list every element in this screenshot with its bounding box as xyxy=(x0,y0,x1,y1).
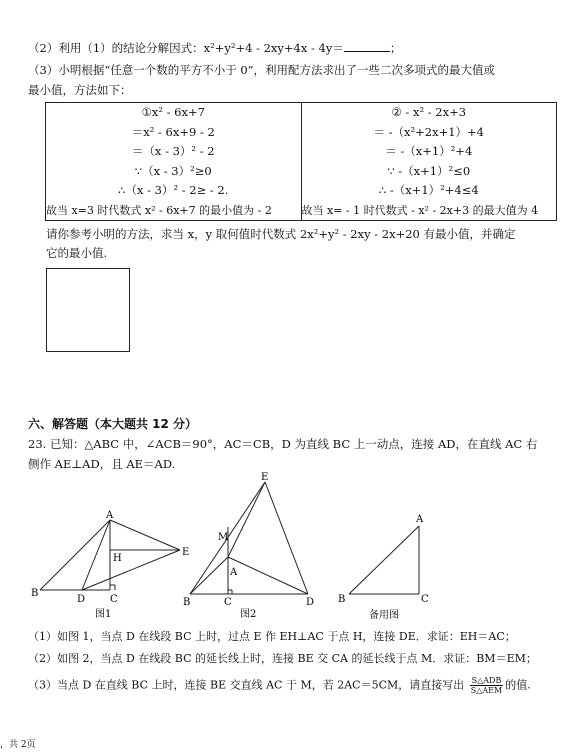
q3-line2: 最小值，方法如下： xyxy=(28,83,132,97)
method-left-line: ＝（x - 3）² - 2 xyxy=(131,144,215,158)
method-left-line: ＝x² - 6x+9 - 2 xyxy=(131,124,215,139)
fig2-label-c: C xyxy=(224,597,232,608)
method-right-line: ＝ -（x²+2x+1）+4 xyxy=(373,124,484,139)
fig3-caption: 备用图 xyxy=(369,610,399,621)
fig1-caption: 图1 xyxy=(95,609,112,620)
section-title: 六、解答题（本大题共 12 分） xyxy=(28,417,198,431)
fig1-label-d: D xyxy=(77,594,86,605)
fig2-label-e: E xyxy=(261,472,269,483)
part-2: （2）如图 2，当点 D 在线段 BC 的延长线上时，连接 BE 交 CA 的延长线于点 M．求证：BM＝EM； xyxy=(28,652,537,665)
method-right-line: ∴ -（x+1）²+4≤4 xyxy=(378,183,479,197)
part-3 xyxy=(28,676,531,695)
fig1-label-e: E xyxy=(182,547,190,558)
method-left-line: ①x² - 6x+7 xyxy=(141,105,205,119)
fig1-label-c: C xyxy=(110,594,118,605)
answer-blank[interactable] xyxy=(344,41,390,52)
part-3-text: （3）当点 D 在直线 BC 上时，连接 BE 交直线 AC 于 M，若 2AC＝5CM，请直接写出 xyxy=(28,678,465,692)
figure-3-spare xyxy=(335,508,445,625)
fig2-label-a: A xyxy=(230,567,238,578)
method-right-conclusion: 故当 x= - 1 时代数式 - x² - 2x+3 的最大值为 4 xyxy=(301,203,539,217)
part-1: （1）如图 1，当点 D 在线段 BC 上时，过点 E 作 EH⊥AC 于点 H，连接 DE．求证：EH＝AC； xyxy=(28,630,516,643)
figure-1 xyxy=(30,505,200,625)
area-ratio-fraction xyxy=(470,676,503,695)
figure-2 xyxy=(180,472,330,625)
method-right-line: ∵ -（x+1）²≤0 xyxy=(387,163,471,178)
method-right-line: ② - x² - 2x+3 xyxy=(391,105,467,119)
method-left-line: ∴（x - 3）² - 2≥ - 2. xyxy=(118,183,229,197)
q23-line2: 侧作 AE⊥AD，且 AE＝AD. xyxy=(28,457,176,471)
fig2-caption: 图2 xyxy=(240,609,257,620)
method-left-conclusion: 故当 x=3 时代数式 x² - 6x+7 的最小值为 - 2 xyxy=(46,203,272,217)
fig3-label-b: B xyxy=(338,594,346,605)
fig1-label-b: B xyxy=(31,588,39,599)
q2-text xyxy=(28,40,401,56)
q2-end: ； xyxy=(389,41,402,55)
method-right-line: ＝ -（x+1）²+4 xyxy=(385,144,473,158)
q23-line1: 23. 已知：△ABC 中，∠ACB＝90°，AC＝CB，D 为直线 BC 上一动点，连接 AD，在直线 AC 右 xyxy=(28,437,538,451)
method-left-line: ∵（x - 3）²≥0 xyxy=(134,163,212,178)
part-3-end: 的值. xyxy=(505,678,531,692)
q3-ask-line1: 请你参考小明的方法，求当 x，y 取何值时代数式 2x²+y² - 2xy - 2x+20 有最小值，并确定 xyxy=(46,227,516,241)
method-left-cell xyxy=(46,103,302,221)
fig2-label-d: D xyxy=(306,597,315,608)
fig2-label-m: M xyxy=(218,532,229,543)
fraction-denominator: S△AEM xyxy=(470,686,503,695)
method-table xyxy=(45,102,557,221)
answer-box[interactable] xyxy=(46,268,130,352)
q2-prompt: （2）利用（1）的结论分解因式：x²+y²+4 - 2xy+4x - 4y＝ xyxy=(28,41,344,55)
fig3-label-c: C xyxy=(421,594,429,605)
fig1-label-h: H xyxy=(113,553,122,564)
page-footer: ，共 2页 xyxy=(0,740,36,750)
q3-ask-line2: 它的最小值. xyxy=(46,246,108,260)
method-right-cell xyxy=(301,103,557,221)
fig1-label-a: A xyxy=(106,510,114,521)
fig2-label-b: B xyxy=(183,597,191,608)
fraction-numerator: S△ADB xyxy=(471,676,502,685)
q3-line1: （3）小明根据“任意一个数的平方不小于 0”，利用配方法求出了一些二次多项式的最大值或 xyxy=(28,63,496,77)
fig3-label-a: A xyxy=(416,514,424,525)
